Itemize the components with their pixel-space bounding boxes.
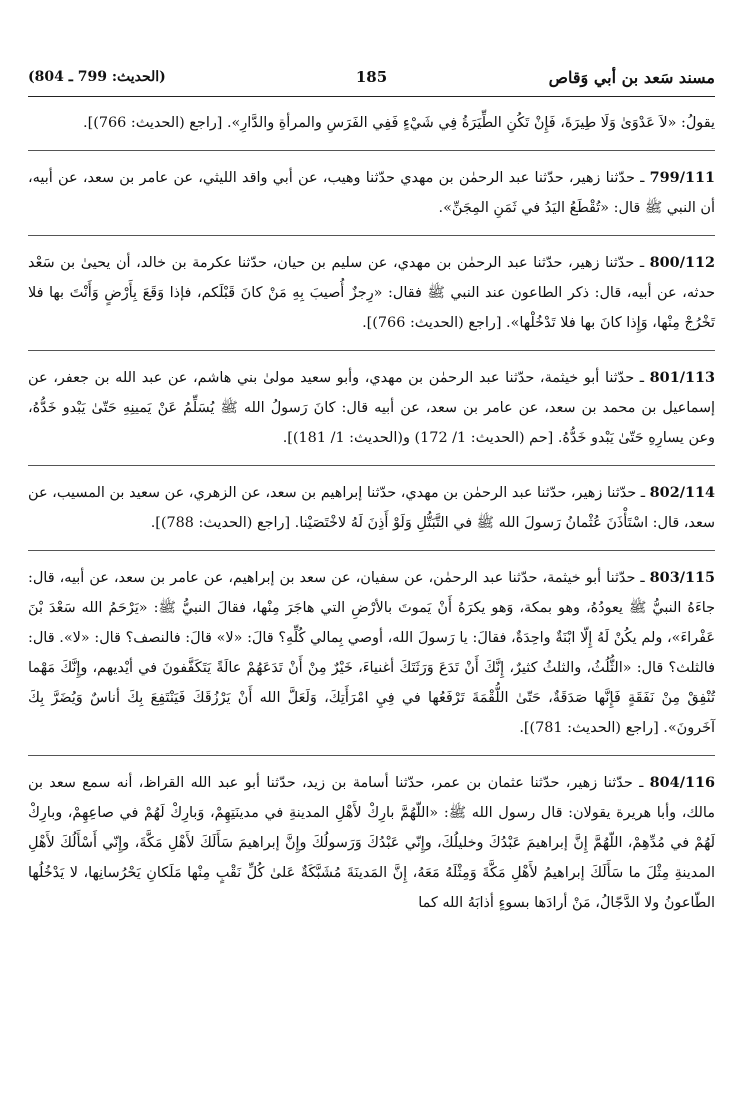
separator xyxy=(28,550,715,551)
hadith-text: ـ حدّثنا زهير، حدّثنا عبد الرحمٰن بن مهدي، عن سليم بن حيان، حدّثنا عكرمة بن خالد، أن يحيىٰ بن سَعْد حدثه، عن أبيه، قال: ذكر الطاعون عند النبي ﷺ فقال: «رِجزٌ أُصيبَ بِهِ مَنْ كانَ قَبْلَكم، فإذا وَقَعَ بِأَرْضٍ وَأَنْتَ بها فلا تَخْرُجْ مِنْها، وَإِذا كانَ بها فلا تَدْخُلْها». [راجع (الحديث: 766)]. xyxy=(28,255,715,331)
intro-paragraph: يقولُ: «لاَ عَدْوَىٰ وَلَا طِيرَةَ، فَإِنْ تَكُنِ الطِّيَرَةُ فِي شَيْءٍ فَفِي الفَرَسِ والمرأةِ والدَّارِ». [راجع (الحديث: 766)]. xyxy=(83,115,715,131)
page-body xyxy=(28,108,715,918)
separator xyxy=(28,235,715,236)
hadith-number: 804/116 xyxy=(649,774,715,791)
header-rule xyxy=(28,96,715,97)
hadith-text: ـ حدّثنا زهير، حدّثنا عبد الرحمٰن بن مهدي حدّثنا وهيب، عن أبي واقد الليثي، عن عامر بن سعد، عن أبيه، أن النبي ﷺ قال: «تُقْطَعُ اليَدُ في ثَمَنِ المِجَنِّ». xyxy=(28,170,715,216)
hadith-800 xyxy=(28,248,715,338)
hadith-text: ـ حدّثنا زهير، حدّثنا عثمان بن عمر، حدّثنا أسامة بن زيد، حدّثنا أبو عبد الله القراظ، أنه سمع سعد بن مالك، وأبا هريرة يقولان: قال رسول الله ﷺ: «اللّهُمَّ بارِكْ لأَهْلِ المدينةِ في مدينَتِهِمْ، وَبارِكْ لَهُمْ في صاعِهِمْ، وبارِكْ لَهُمْ في مُدِّهِمْ، اللّهُمَّ إِنَّ إبراهيمَ عَبْدُكَ وخليلُكَ، وإِنّي عَبْدُكَ وَرَسولُكَ وإِنَّ إبراهيمَ سَأَلَكَ لأَهْلِ مَكَّةَ، وإِنّي أَسْأَلُكَ لأَهْلِ المدينةِ مِثْلَ ما سَأَلَكَ إبراهيمُ لأَهْلِ مَكَّةَ وَمِثْلَهُ مَعَهُ، إِنَّ المَدينَةَ مُشَبَّكَةٌ عَلىٰ كُلِّ نَقْبٍ مِنْها مَلَكانِ يَحْرُسانِها، لا يَدْخُلُها الطّاعونُ ولا الدَّجّالُ، مَنْ أرادَها بسوءٍ أذابَهُ الله كما xyxy=(28,775,715,911)
hadith-803 xyxy=(28,563,715,743)
page-number: 185 xyxy=(355,68,388,86)
hadith-799 xyxy=(28,163,715,223)
book-title: مسند سَعد بن أبي وَقاص xyxy=(548,67,715,87)
hadith-802 xyxy=(28,478,715,538)
separator xyxy=(28,755,715,756)
hadith-number: 799/111 xyxy=(649,169,715,186)
hadith-801 xyxy=(28,363,715,453)
hadith-number: 803/115 xyxy=(649,569,716,586)
hadith-804 xyxy=(28,768,715,918)
hadith-range: (الحديث: 799 ـ 804) xyxy=(28,69,166,85)
separator xyxy=(28,150,715,151)
hadith-text: ـ حدّثنا أبو خيثمة، حدّثنا عبد الرحمٰن بن مهدي، وأبو سعيد مولىٰ بني هاشم، عن عبد الله بن جعفر، عن إسماعيل بن محمد بن سعد، عن عامر بن سعد، عن أبيه قال: كانَ رَسولُ الله ﷺ يُسَلِّمُ عَنْ يَمينِهِ حَتّىٰ يَبْدو خَدُّهُ، وعن يسارِهِ حَتّىٰ يَبْدو خَدُّهُ. [حم (الحديث: 1/ 172) و(الحديث: 1/ 181)]. xyxy=(28,370,715,446)
hadith-number: 800/112 xyxy=(649,254,715,271)
page-header xyxy=(28,62,715,92)
separator xyxy=(28,350,715,351)
hadith-text: ـ حدّثنا زهير، حدّثنا عبد الرحمٰن بن مهدي، حدّثنا إبراهيم بن سعد، عن الزهري، عن سعيد بن المسيب، عن سعد، قال: اسْتَأْذَنَ عُثْمانُ رَسولَ الله ﷺ في التَّبَتُّلِ وَلَوْ أَذِنَ لَهُ لاخْتَصَيْنا. [راجع (الحديث: 788)]. xyxy=(28,485,715,531)
hadith-number: 802/114 xyxy=(649,484,716,501)
hadith-text: ـ حدّثنا أبو خيثمة، حدّثنا عبد الرحمٰن، عن سفيان، عن سعد بن إبراهيم، عن عامر بن سعد، عن أبيه، قال: جاءَهُ النبيُّ ﷺ يعودُهُ، وهو بمكة، وَهو يكرَهُ أَنْ يَموتَ بالأرْضِ التي هاجَرَ مِنْها، فقالَ النبيُّ ﷺ: «يَرْحَمُ الله سَعْدَ بْنَ عَفْراءَ»، ولم يكُنْ لَهُ إِلّا ابْنَةٌ واحِدَةٌ، فقالَ: يا رَسولَ الله، أوصي بِمالي كُلِّهِ؟ قالَ: «لا» قالَ: فالنصف؟ قال: «لا». قال: فالثلث؟ قال: «الثُّلُثُ، والثلثُ كثيرٌ، إِنَّكَ أَنْ تَدَعَ وَرَثَتَكَ أغنياءَ، خَيْرٌ مِنْ أَنْ تَدَعَهُمْ عالَةً يَتَكَفَّفونَ في أيْديهم، وإِنَّكَ مَهْما تُنْفِقْ مِنْ نَفَقَةٍ فَإِنَّها صَدَقَةٌ، حَتّىٰ اللُّقْمَةَ تَرْفَعُها في فِيِ امْرَأَتِكَ، وَلَعَلَّ الله أَنْ يَرْزُقَكَ فَيَنْتَفِعَ بِكَ أناسٌ وَيُضَرَّ بِكَ آخَرونَ». [راجع (الحديث: 781)]. xyxy=(28,570,715,736)
hadith-number: 801/113 xyxy=(649,369,716,386)
separator xyxy=(28,465,715,466)
